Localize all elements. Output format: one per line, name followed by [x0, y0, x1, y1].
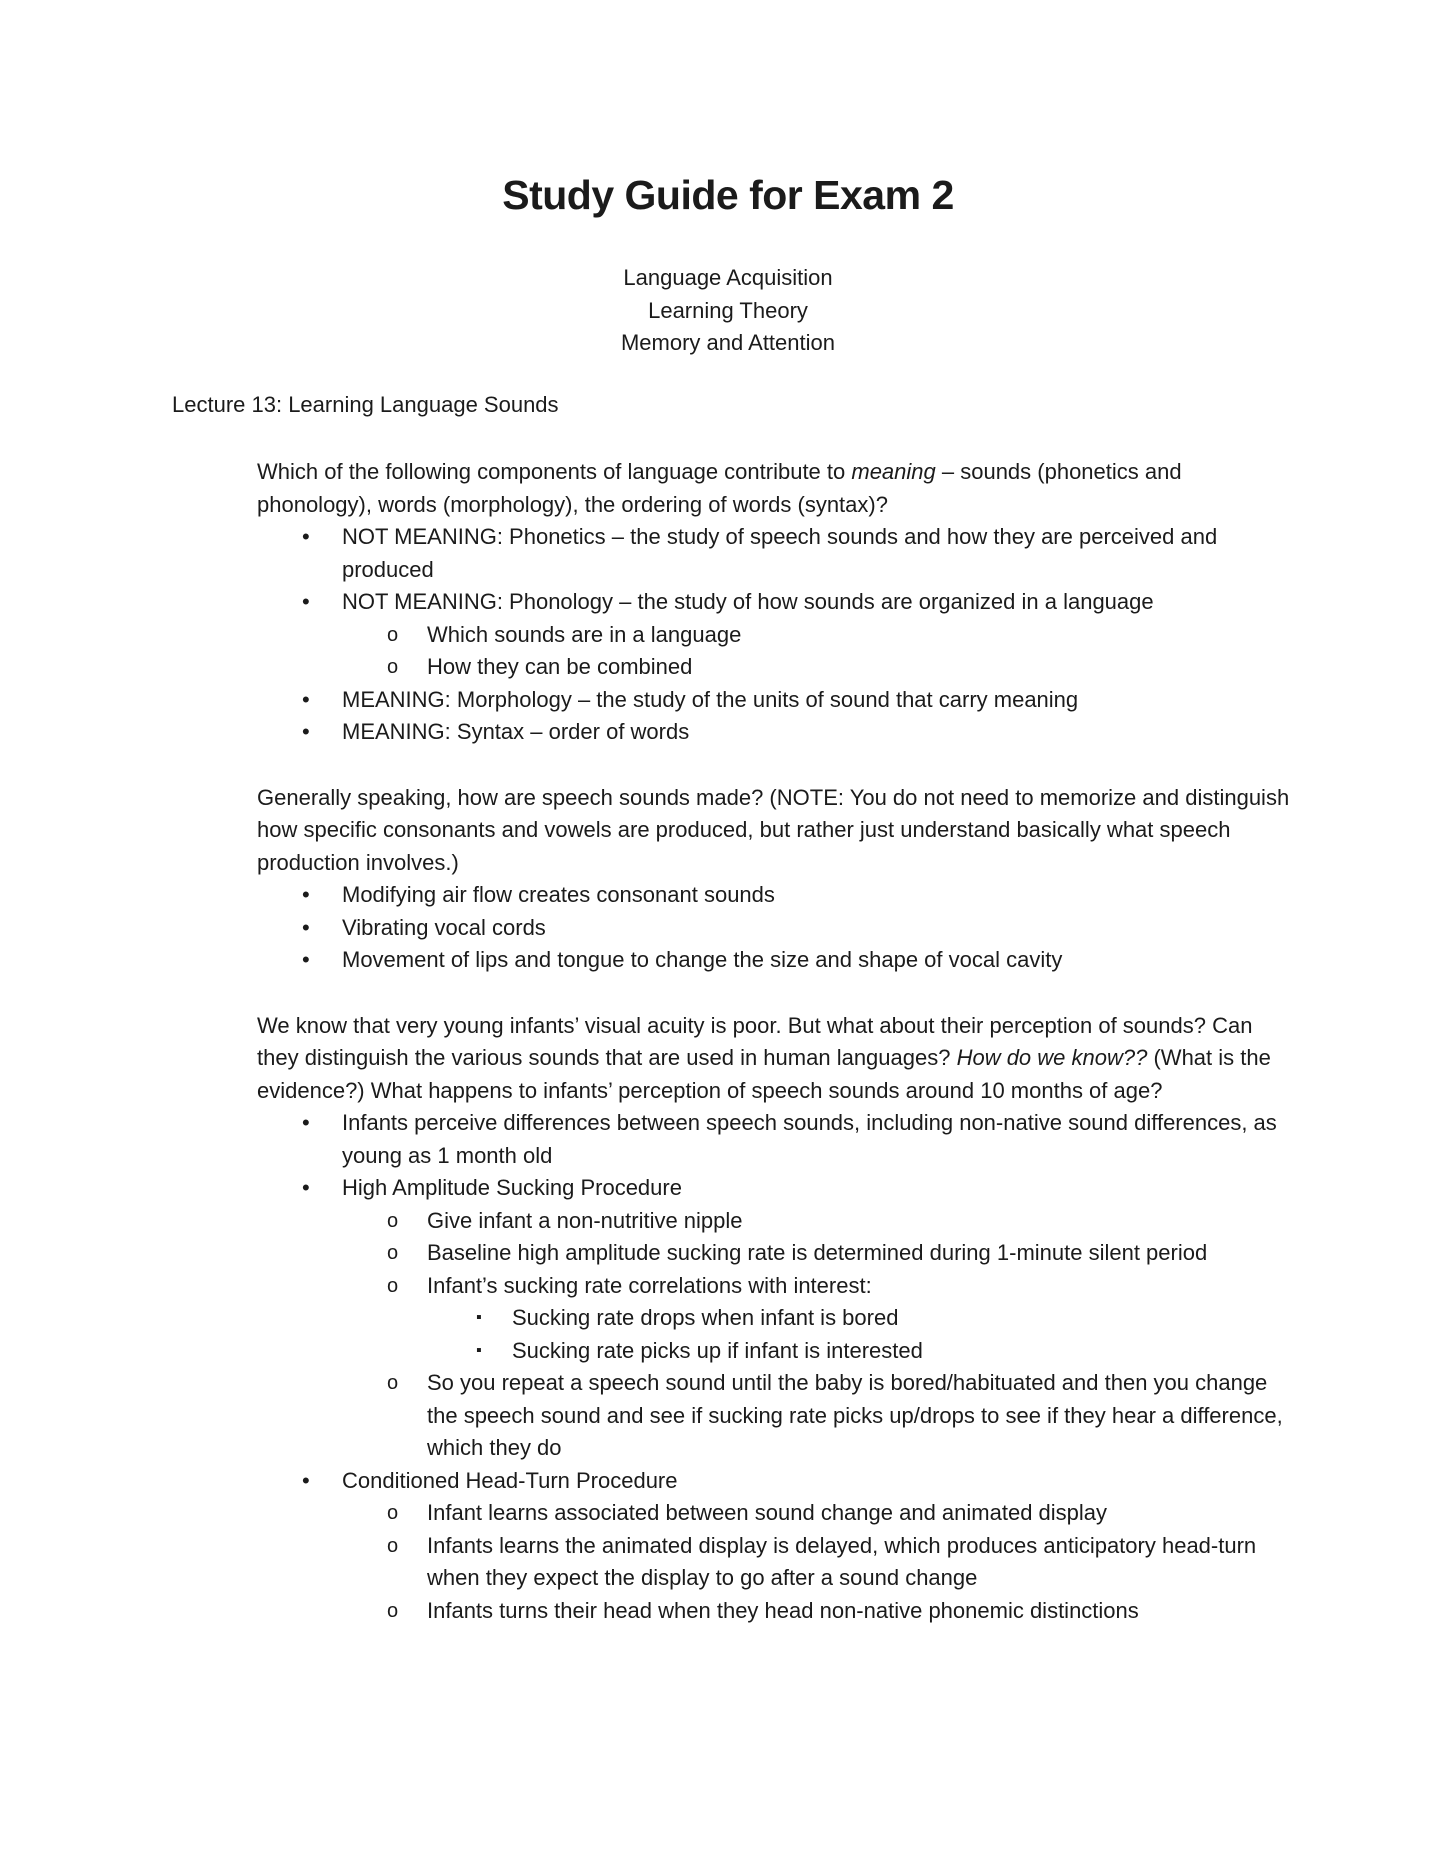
sub-list — [257, 1497, 1292, 1627]
sub-list-item — [342, 1205, 1292, 1238]
bullet-marker: • — [302, 914, 310, 940]
sub-list-item — [342, 1530, 1292, 1595]
topic-language-acquisition: Language Acquisition — [623, 265, 833, 290]
sub-sub-list-item — [427, 1302, 1292, 1335]
square-marker: ▪ — [476, 1309, 482, 1326]
list-item-text: High Amplitude Sucking Procedure — [342, 1175, 682, 1200]
spacer — [257, 749, 1292, 782]
list-item-text: NOT MEANING: Phonetics – the study of speech sounds and how they are perceived and produced — [342, 524, 1218, 582]
circle-marker: o — [387, 1242, 399, 1264]
sub-sub-list-item-text: Sucking rate drops when infant is bored — [512, 1305, 899, 1330]
sub-list-item-text: Baseline high amplitude sucking rate is determined during 1-minute silent period — [427, 1240, 1208, 1265]
circle-marker: o — [387, 1209, 399, 1232]
question-text: (What is the evidence?) What happens to infants’ perception of speech sounds around 10 months of age? — [257, 1045, 1271, 1103]
lecture-heading: Lecture 13: Learning Language Sounds — [172, 392, 559, 417]
topic-learning-theory: Learning Theory — [648, 297, 808, 323]
question-text: We know that very young infants’ visual acuity is poor. But what about their perception of sounds? Can they distinguish the various sounds that are used in human languages? — [257, 1012, 1253, 1070]
sub-list-item-text: Infant learns associated between sound change and animated display — [427, 1500, 1108, 1525]
study-questions — [257, 456, 1292, 1627]
list-item-text: Vibrating vocal cords — [342, 914, 546, 940]
list-item — [257, 1465, 1292, 1628]
spacer — [257, 977, 1292, 1010]
list-item — [257, 1107, 1292, 1172]
bullet-marker: • — [302, 1467, 310, 1493]
sub-list-item — [342, 1367, 1292, 1465]
sub-list-item-text: How they can be combined — [427, 654, 693, 679]
sub-list-item — [342, 1497, 1292, 1530]
list-item — [257, 944, 1292, 977]
list-item — [257, 716, 1292, 749]
bullet-marker: • — [302, 1175, 310, 1200]
answer-list — [257, 879, 1292, 977]
question-text: Which of the following components of language contribute to — [257, 459, 852, 484]
circle-marker: o — [387, 1502, 399, 1524]
circle-marker: o — [387, 1599, 399, 1622]
list-item — [257, 684, 1292, 717]
sub-list — [257, 1205, 1292, 1465]
emphasis-text: meaning — [851, 459, 936, 484]
topic-list — [0, 262, 1456, 360]
bullet-marker: • — [302, 524, 310, 549]
answer-list — [257, 1107, 1292, 1627]
document-title: Study Guide for Exam 2 — [502, 172, 954, 218]
list-item-text: MEANING: Morphology – the study of the units of sound that carry meaning — [342, 686, 1079, 712]
sub-list-item — [342, 1595, 1292, 1628]
list-item-text: NOT MEANING: Phonology – the study of how sounds are organized in a language — [342, 589, 1154, 614]
list-item-text: Modifying air flow creates consonant sounds — [342, 882, 775, 907]
question-text: – sounds (phonetics and phonology), words (morphology), the ordering of words (syntax)? — [257, 459, 1182, 517]
list-item — [257, 912, 1292, 945]
emphasis-text: How do we know?? — [956, 1045, 1148, 1070]
question-2: Generally speaking, how are speech sounds made? (NOTE: You do not need to memorize and distinguish how specific consonants and vowels are produced, but rather just understand basically what speech production involves.) — [257, 784, 1290, 875]
list-item-text: Conditioned Head-Turn Procedure — [342, 1467, 678, 1493]
circle-marker: o — [387, 1534, 399, 1557]
answer-list — [257, 521, 1292, 749]
sub-list-item-text: Infants learns the animated display is delayed, which produces anticipatory head-turn when they expect the display to go after a sound change — [427, 1532, 1257, 1590]
list-item — [257, 879, 1292, 912]
sub-list-item-text: So you repeat a speech sound until the baby is bored/habituated and then you change the speech sound and see if sucking rate picks up/drops to see if they hear a difference, which they do — [427, 1370, 1283, 1460]
topic-memory-attention: Memory and Attention — [620, 330, 835, 355]
circle-marker: o — [387, 1274, 399, 1297]
sub-list-item — [342, 1270, 1292, 1368]
sub-sub-list-item — [427, 1335, 1292, 1368]
sub-list-item — [342, 1237, 1292, 1270]
list-item — [257, 586, 1292, 684]
sub-list-item-text: Which sounds are in a language — [427, 621, 742, 647]
sub-list-item-text: Give infant a non-nutritive nipple — [427, 1207, 743, 1233]
sub-sub-list — [342, 1302, 1292, 1367]
square-marker: ▪ — [476, 1341, 482, 1359]
circle-marker: o — [387, 623, 399, 646]
question-1 — [257, 456, 1292, 521]
bullet-marker: • — [302, 1110, 310, 1135]
list-item-text: MEANING: Syntax – order of words — [342, 719, 690, 744]
sub-list-item-text: Infant’s sucking rate correlations with interest: — [427, 1272, 872, 1298]
sub-list — [257, 619, 1292, 684]
circle-marker: o — [387, 1372, 399, 1394]
list-item-text: Infants perceive differences between speech sounds, including non-native sound differences, as young as 1 month old — [342, 1110, 1277, 1168]
list-item — [257, 521, 1292, 586]
sub-list-item — [342, 651, 1292, 684]
sub-list-item-text: Infants turns their head when they head non-native phonemic distinctions — [427, 1597, 1139, 1623]
bullet-marker: • — [302, 882, 310, 907]
bullet-marker: • — [302, 947, 310, 972]
list-item-text: Movement of lips and tongue to change the size and shape of vocal cavity — [342, 947, 1063, 972]
sub-list-item — [342, 619, 1292, 652]
bullet-marker: • — [302, 719, 310, 744]
circle-marker: o — [387, 656, 399, 678]
list-item — [257, 1172, 1292, 1465]
bullet-marker: • — [302, 686, 310, 712]
sub-sub-list-item-text: Sucking rate picks up if infant is interested — [512, 1337, 923, 1363]
bullet-marker: • — [302, 589, 310, 614]
question-3 — [257, 1010, 1292, 1108]
